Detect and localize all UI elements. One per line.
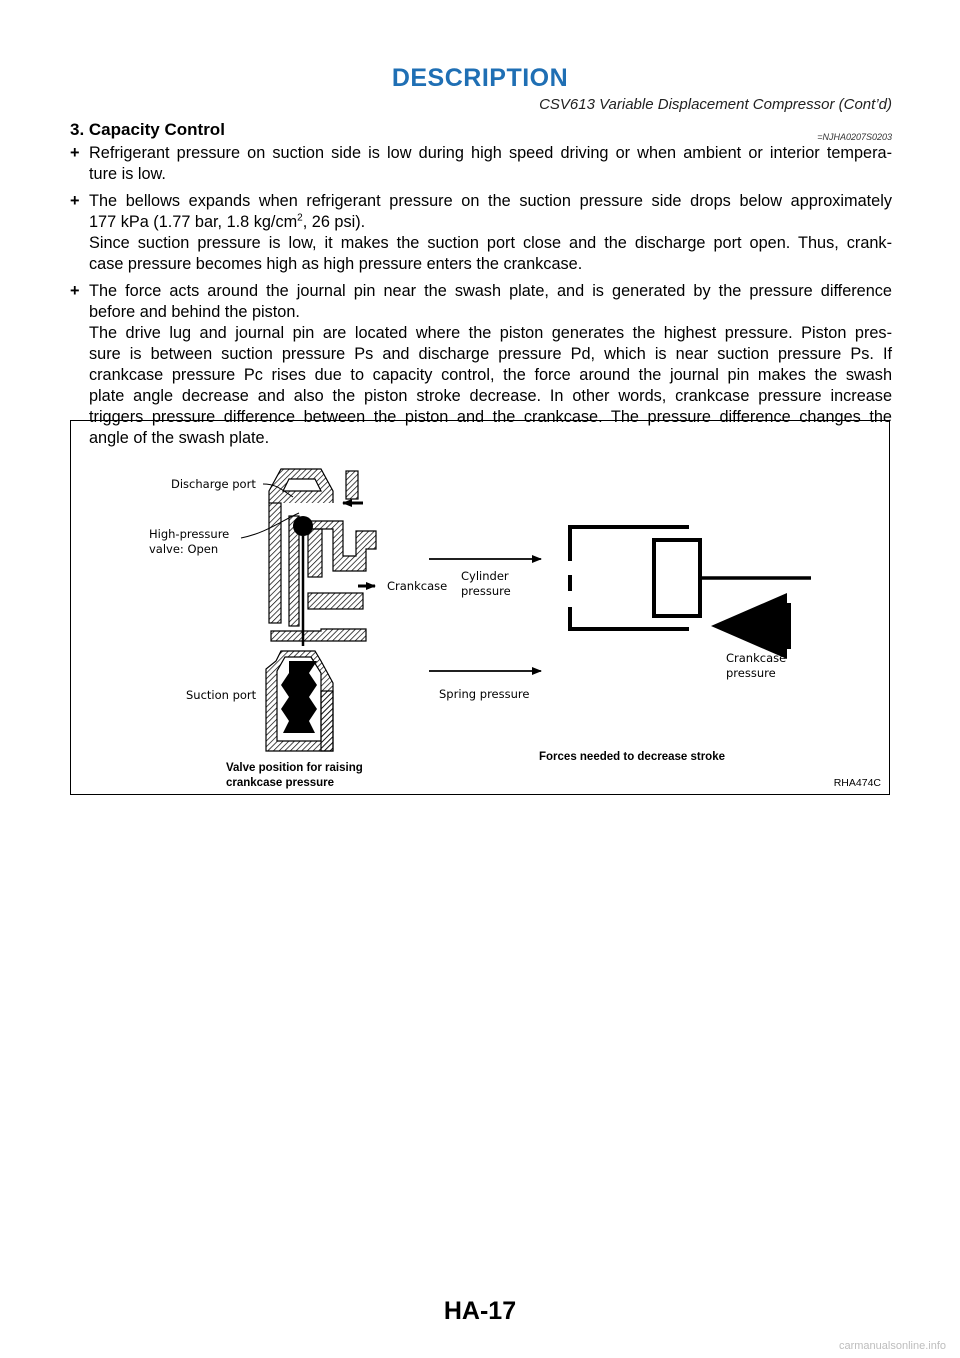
crankcase-force-arrow	[711, 593, 791, 659]
text-line: Since suction pressure is low, it makes the suction port close and the discharge port open. Thus, crank-	[89, 234, 892, 252]
reference-code: =NJHA0207S0203	[817, 132, 892, 142]
label-spring-pressure: Spring pressure	[439, 687, 530, 701]
text-line: ture is low.	[89, 165, 166, 183]
text-line: crankcase pressure Pc rises due to capacity control, the force around the journal pin makes the swash	[89, 366, 892, 384]
figure-id: RHA474C	[833, 777, 881, 789]
text-line: sure is between suction pressure Ps and discharge pressure Pd, which is near suction pressure Ps. If	[89, 345, 892, 363]
text-line: The force acts around the journal pin near the swash plate, and is generated by the pressure difference	[89, 282, 892, 300]
superscript: 2	[297, 212, 303, 224]
bullet-marker: +	[70, 282, 80, 300]
text-line: The bellows expands when refrigerant pressure on the suction pressure side drops below approximately	[89, 192, 892, 210]
text-line: plate angle decrease and also the piston stroke decrease. In other words, crankcase pressure increase	[89, 387, 892, 405]
caption-crankcase-pressure: crankcase pressure	[226, 777, 335, 789]
label-discharge-port: Discharge port	[171, 477, 256, 491]
text-line: Refrigerant pressure on suction side is low during high speed driving or when ambient or interior tempera-	[89, 144, 892, 162]
bullet-item-2	[70, 191, 892, 275]
valve-ball	[293, 516, 313, 536]
text-fragment: 177 kPa (1.77 bar, 1.8 kg/cm	[89, 213, 298, 231]
text-line: angle of the swash plate.	[89, 429, 270, 447]
text-line: The drive lug and journal pin are located where the piston generates the highest pressure. Piston pres-	[89, 324, 892, 342]
text-line: case pressure becomes high as high pressure enters the crankcase.	[89, 255, 583, 273]
label-cylinder-pressure: pressure	[461, 584, 511, 598]
valve-diagram	[71, 421, 891, 796]
page-heading: DESCRIPTION	[391, 64, 569, 92]
text-line: triggers pressure difference between the piston and the crankcase. The pressure difference changes the	[89, 408, 892, 426]
bullet-marker: +	[70, 144, 80, 162]
section-title: 3. Capacity Control	[70, 120, 225, 139]
watermark: carmanualsonline.info	[838, 1340, 946, 1352]
text-line	[89, 212, 892, 233]
caption-forces: Forces needed to decrease stroke	[539, 751, 725, 763]
caption-valve-position: Valve position for raising	[226, 762, 363, 774]
label-crankcase-p: Crankcase	[726, 651, 787, 665]
bullet-marker: +	[70, 192, 80, 210]
figure-frame	[70, 420, 890, 795]
bullet-item-1	[70, 143, 892, 185]
text-fragment: , 26 psi).	[302, 213, 366, 231]
text-line: before and behind the piston.	[89, 303, 300, 321]
label-suction-port: Suction port	[186, 688, 257, 702]
body-text	[70, 143, 892, 455]
piston	[654, 540, 700, 616]
label-crankcase: Crankcase	[387, 579, 448, 593]
label-high-pressure: High-pressure	[149, 527, 230, 541]
page-subheading: CSV613 Variable Displacement Compressor (Cont’d)	[539, 96, 892, 113]
label-valve-open: valve: Open	[149, 542, 219, 556]
label-cylinder: Cylinder	[461, 569, 509, 583]
page-number: HA-17	[443, 1297, 517, 1325]
label-crankcase-pressure: pressure	[726, 666, 776, 680]
